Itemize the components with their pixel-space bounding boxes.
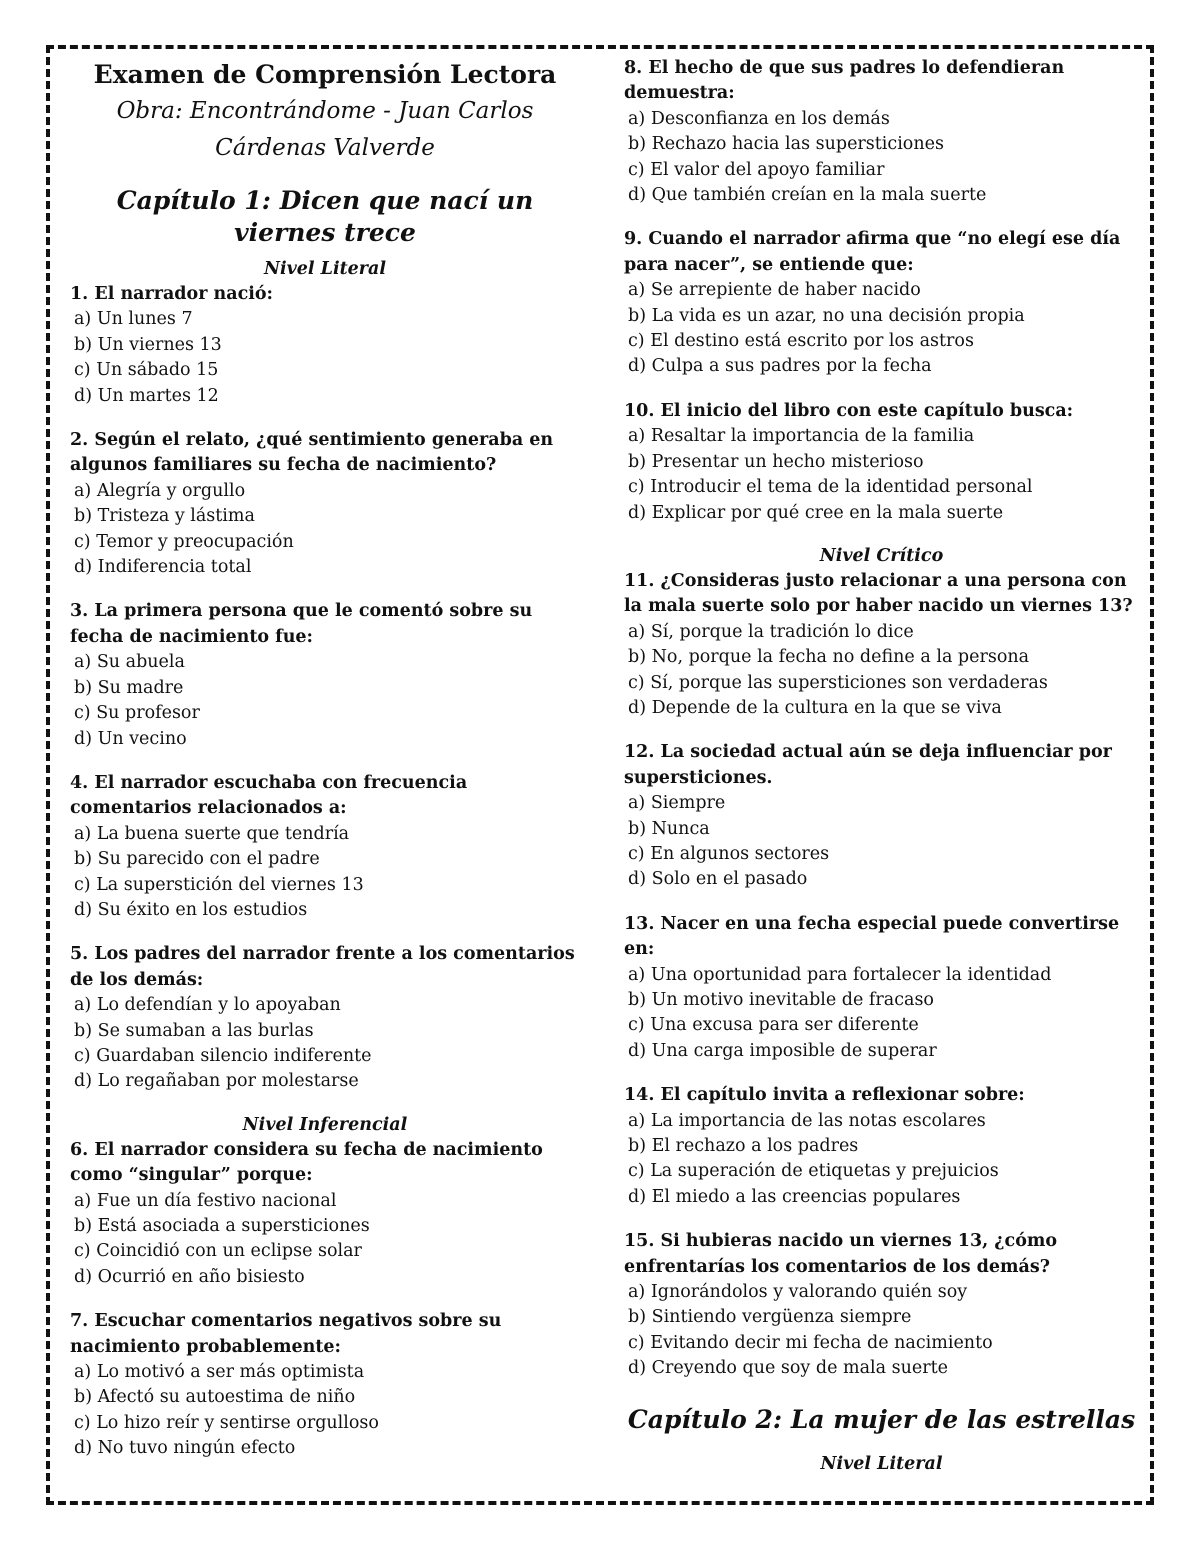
answer-option: d) Su éxito en los estudios (74, 899, 308, 920)
answer-option: c) Introducir el tema de la identidad personal (628, 477, 1033, 498)
question-text: 9. Cuando el narrador afirma que “no elegí ese día para nacer”, se entiende que: (624, 229, 1121, 275)
question-8 (624, 56, 1139, 208)
answer-option: d) Una carga imposible de superar (628, 1040, 937, 1061)
answer-option: a) Sí, porque la tradición lo dice (628, 621, 914, 642)
answer-option: d) Depende de la cultura en la que se viva (628, 697, 1002, 718)
question-text: 3. La primera persona que le comentó sobre su fecha de nacimiento fue: (70, 601, 533, 647)
level-critico-heading: Nivel Crítico (819, 545, 944, 566)
question-text: 4. El narrador escuchaba con frecuencia comentarios relacionados a: (70, 772, 468, 819)
answer-option: c) Guardaban silencio indiferente (74, 1045, 372, 1066)
answer-option: d) Un vecino (74, 728, 187, 749)
answer-option: b) No, porque la fecha no define a la persona (628, 647, 1030, 668)
answer-option: a) Su abuela (74, 652, 185, 673)
answer-option: b) Tristeza y lástima (74, 506, 255, 527)
answer-option: c) La superstición del viernes 13 (74, 874, 364, 895)
answer-option: c) Evitando decir mi fecha de nacimiento (628, 1332, 993, 1353)
answer-option: b) Se sumaban a las burlas (74, 1020, 314, 1041)
answer-option: a) Desconfianza en los demás (628, 108, 890, 129)
answer-option: a) La buena suerte que tendría (74, 823, 350, 844)
question-text: 7. Escuchar comentarios negativos sobre su nacimiento probablemente: (70, 1311, 502, 1357)
answer-option: c) El destino está escrito por los astros (628, 331, 974, 352)
answer-option: a) Se arrepiente de haber nacido (628, 280, 921, 301)
question-13 (624, 912, 1139, 1064)
chapter-2-title: Capítulo 2: La mujer de las estrellas (627, 1404, 1136, 1434)
answer-option: c) El valor del apoyo familiar (628, 159, 885, 180)
level-inferencial-heading: Nivel Inferencial (242, 1114, 408, 1135)
question-text: 1. El narrador nació: (70, 284, 274, 304)
answer-option: d) Explicar por qué cree en la mala suerte (628, 502, 1004, 523)
answer-option: b) El rechazo a los padres (628, 1136, 859, 1157)
question-5 (70, 942, 580, 1094)
answer-option: c) Lo hizo reír y sentirse orgulloso (74, 1412, 379, 1433)
question-text: 8. El hecho de que sus padres lo defendieran demuestra: (624, 58, 1065, 104)
work-title: Obra: Encontrándome - Juan Carlos Cárdenas Valverde (116, 98, 534, 161)
exam-title: Examen de Comprensión Lectora (93, 60, 557, 89)
answer-option: c) Sí, porque las supersticiones son verdaderas (628, 672, 1048, 693)
answer-option: a) Resaltar la importancia de la familia (628, 426, 975, 447)
answer-option: a) Fue un día festivo nacional (74, 1190, 337, 1211)
answer-option: c) Un sábado 15 (74, 360, 219, 381)
answer-option: b) Está asociada a supersticiones (74, 1216, 370, 1236)
answer-option: c) Su profesor (74, 703, 200, 724)
answer-option: d) Indiferencia total (74, 557, 252, 578)
answer-option: d) Creyendo que soy de mala suerte (628, 1358, 948, 1379)
answer-option: a) La importancia de las notas escolares (628, 1110, 986, 1131)
answer-option: d) No tuvo ningún efecto (74, 1438, 296, 1459)
question-text: 13. Nacer en una fecha especial puede convertirse en: (624, 913, 1120, 960)
answer-option: a) Lo defendían y lo apoyaban (74, 995, 341, 1016)
answer-option: d) Culpa a sus padres por la fecha (628, 356, 932, 377)
answer-option: d) Que también creían en la mala suerte (628, 185, 987, 206)
answer-option: b) Un viernes 13 (74, 334, 222, 355)
question-text: 10. El inicio del libro con este capítulo busca: (624, 400, 1074, 421)
answer-option: c) En algunos sectores (628, 843, 830, 864)
answer-option: b) Afectó su autoestima de niño (74, 1387, 356, 1408)
answer-option: a) Un lunes 7 (74, 309, 193, 330)
question-9 (624, 227, 1139, 379)
question-text: 14. El capítulo invita a reflexionar sobre: (624, 1085, 1025, 1106)
answer-option: b) Presentar un hecho misterioso (628, 451, 924, 472)
question-4 (70, 771, 580, 923)
answer-option: b) Rechazo hacia las supersticiones (628, 134, 944, 155)
question-text: 11. ¿Consideras justo relacionar a una persona con la mala suerte solo por haber nacido un viernes 13? (624, 570, 1133, 617)
question-10 (624, 399, 1139, 526)
chapter-1-title: Capítulo 1: Dicen que nací un viernes trece (116, 186, 534, 247)
answer-option: c) Coincidió con un eclipse solar (74, 1241, 362, 1262)
answer-option: b) Un motivo inevitable de fracaso (628, 990, 934, 1010)
answer-option: b) Sintiendo vergüenza siempre (628, 1307, 912, 1328)
answer-option: c) La superación de etiquetas y prejuicios (628, 1161, 999, 1182)
chapter-2-level-heading: Nivel Literal (820, 1453, 943, 1474)
answer-option: c) Temor y preocupación (74, 531, 294, 552)
answer-option: d) El miedo a las creencias populares (628, 1186, 961, 1207)
answer-option: a) Una oportunidad para fortalecer la identidad (628, 964, 1052, 985)
question-text: 5. Los padres del narrador frente a los comentarios de los demás: (70, 944, 575, 990)
question-2 (70, 428, 580, 580)
answer-option: d) Un martes 12 (74, 385, 219, 406)
answer-option: a) Lo motivó a ser más optimista (74, 1362, 365, 1383)
answer-option: b) Su parecido con el padre (74, 849, 320, 870)
answer-option: d) Lo regañaban por molestarse (74, 1071, 359, 1092)
question-3 (70, 599, 580, 751)
question-14 (624, 1083, 1139, 1210)
question-1 (70, 282, 580, 409)
left-column (70, 56, 580, 1462)
answer-option: d) Ocurrió en año bisiesto (74, 1266, 305, 1287)
answer-option: b) La vida es un azar, no una decisión propia (628, 305, 1025, 326)
right-column (624, 56, 1139, 1477)
question-text: 12. La sociedad actual aún se deja influenciar por supersticiones. (624, 742, 1112, 788)
question-12 (624, 740, 1139, 892)
question-7 (70, 1309, 580, 1461)
question-text: 15. Si hubieras nacido un viernes 13, ¿cómo enfrentarías los comentarios de los demás? (624, 1231, 1058, 1277)
question-15 (624, 1229, 1139, 1381)
question-text: 6. El narrador considera su fecha de nacimiento como “singular” porque: (70, 1139, 543, 1186)
question-text: 2. Según el relato, ¿qué sentimiento generaba en algunos familiares su fecha de nacimiento? (70, 430, 554, 476)
question-6 (70, 1138, 580, 1290)
answer-option: c) Una excusa para ser diferente (628, 1015, 919, 1036)
answer-option: a) Siempre (628, 793, 726, 814)
answer-option: d) Solo en el pasado (628, 869, 808, 890)
answer-option: b) Su madre (74, 677, 184, 698)
level-literal-heading: Nivel Literal (263, 259, 387, 279)
answer-option: b) Nunca (628, 818, 710, 839)
answer-option: a) Ignorándolos y valorando quién soy (628, 1282, 968, 1303)
question-11 (624, 569, 1139, 721)
answer-option: a) Alegría y orgullo (74, 480, 246, 501)
